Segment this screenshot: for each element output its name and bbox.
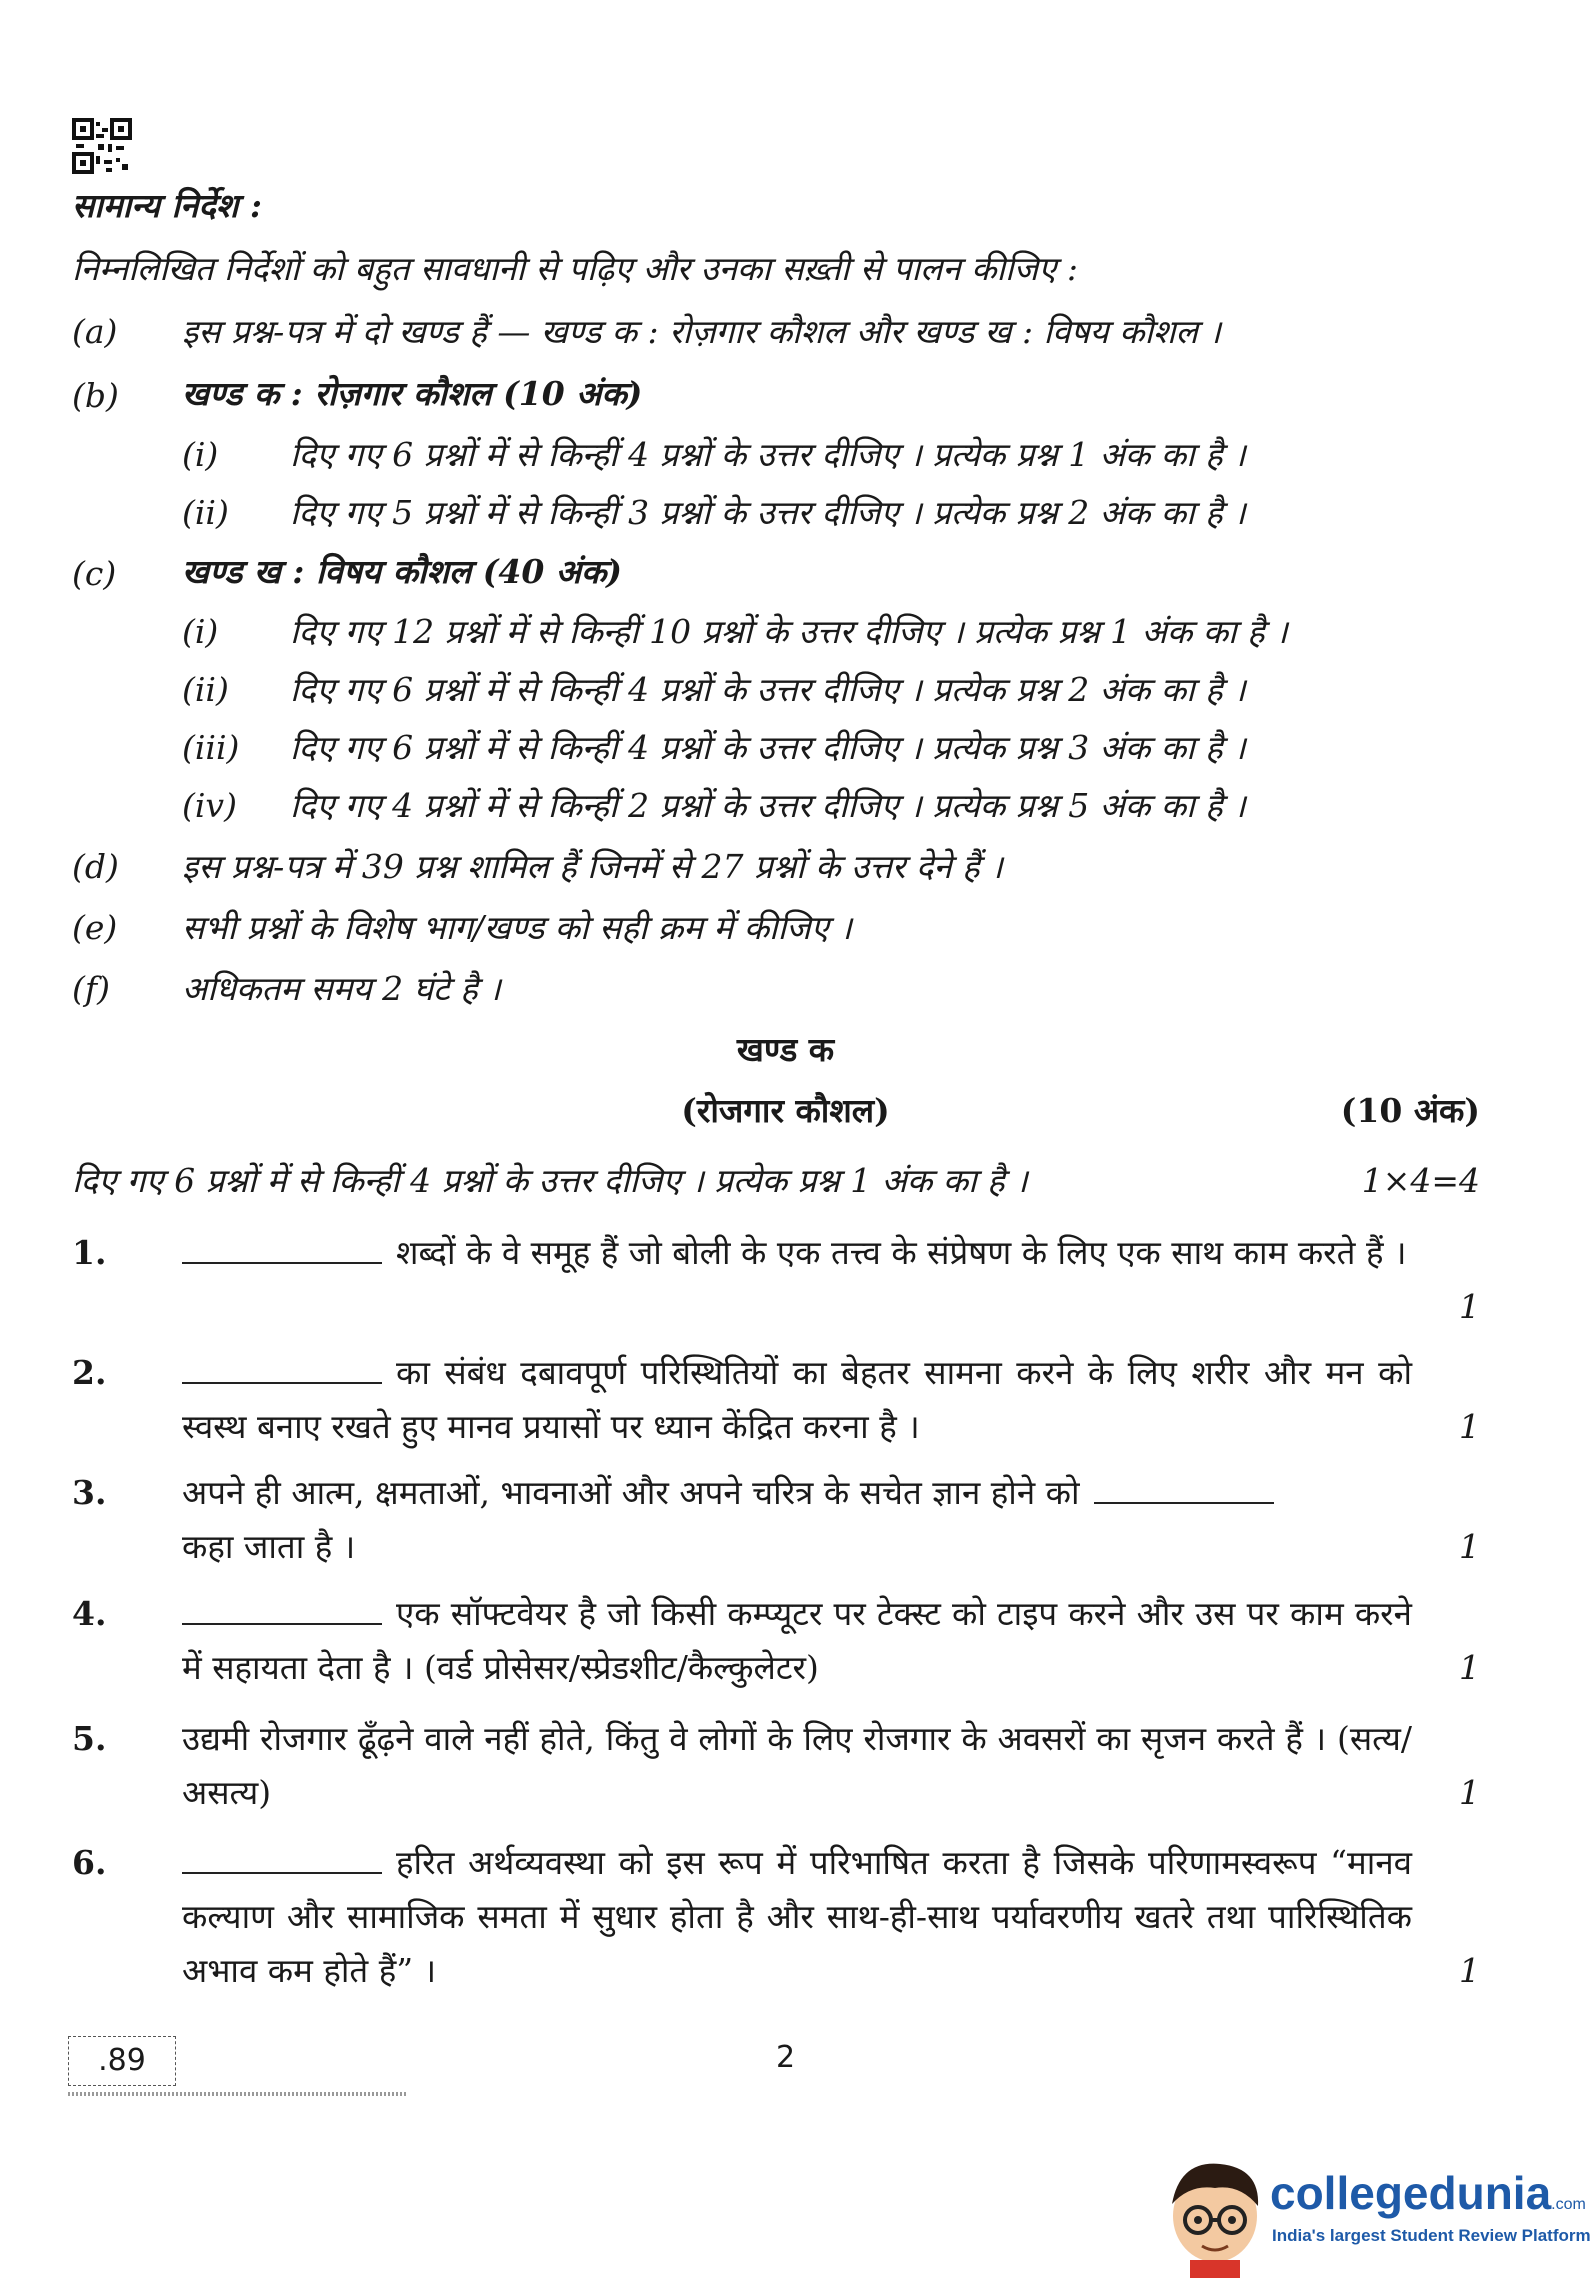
answer-blank xyxy=(182,1593,382,1625)
question-body: अपने ही आत्म, क्षमताओं, भावनाओं और अपने चरित्र के सचेत ज्ञान होने को xyxy=(182,1473,1080,1512)
answer-blank xyxy=(182,1232,382,1264)
instruction-label: (f) xyxy=(72,969,110,1008)
answer-blank xyxy=(1094,1472,1274,1504)
question-text xyxy=(182,1226,1412,1280)
brand-suffix: .com xyxy=(1551,2196,1586,2213)
question-mark: 1 xyxy=(1459,1773,1480,1812)
answer-blank xyxy=(182,1842,382,1874)
instruction-label: (ii) xyxy=(182,493,229,532)
question-mark: 1 xyxy=(1459,1407,1480,1446)
question-body: एक सॉफ्टवेयर है जो किसी कम्प्यूटर पर टेक्स्ट को टाइप करने और उस पर काम करने में सहायता देता है । (वर्ड प्रोसेसर/स्प्रेडशीट/कैल्कुलेटर) xyxy=(182,1594,1412,1687)
paper-code: .89 xyxy=(98,2043,146,2078)
question-number: 5. xyxy=(72,1719,107,1758)
instruction-label: (d) xyxy=(72,847,119,886)
instruction-text: सभी प्रश्नों के विशेष भाग/खण्ड को सही क्रम में कीजिए । xyxy=(182,908,852,947)
instruction-text: इस प्रश्न-पत्र में दो खण्ड हैं — खण्ड क : रोज़गार कौशल और खण्ड ख : विषय कौशल । xyxy=(182,312,1221,351)
brand-name: collegedunia xyxy=(1270,2167,1552,2219)
instruction-label: (c) xyxy=(72,554,117,593)
instruction-text: दिए गए 6 प्रश्नों में से किन्हीं 4 प्रश्नों के उत्तर दीजिए । प्रत्येक प्रश्न 3 अंक का है । xyxy=(290,728,1246,767)
instruction-label: (i) xyxy=(182,612,219,651)
instruction-text: दिए गए 6 प्रश्नों में से किन्हीं 4 प्रश्नों के उत्तर दीजिए । प्रत्येक प्रश्न 2 अंक का है । xyxy=(290,670,1246,709)
question-number: 3. xyxy=(72,1473,107,1512)
question-text xyxy=(182,1587,1412,1695)
question-mark: 1 xyxy=(1459,1951,1480,1990)
instruction-subheading: खण्ड ख : विषय कौशल (40 अंक) xyxy=(182,552,622,591)
instruction-label: (ii) xyxy=(182,670,229,709)
instruction-text: दिए गए 6 प्रश्नों में से किन्हीं 4 प्रश्नों के उत्तर दीजिए । प्रत्येक प्रश्न 1 अंक का है । xyxy=(290,435,1246,474)
question-body: शब्दों के वे समूह हैं जो बोली के एक तत्त्व के संप्रेषण के लिए एक साथ काम करते हैं । xyxy=(396,1233,1407,1272)
instruction-label: (b) xyxy=(72,376,119,415)
answer-blank xyxy=(182,1352,382,1384)
qr-code xyxy=(72,118,132,174)
instruction-text: दिए गए 4 प्रश्नों में से किन्हीं 2 प्रश्नों के उत्तर दीजिए । प्रत्येक प्रश्न 5 अंक का है । xyxy=(290,786,1246,825)
question-number: 1. xyxy=(72,1233,107,1272)
section-marks: (10 अंक) xyxy=(1340,1091,1480,1130)
instruction-text: दिए गए 12 प्रश्नों में से किन्हीं 10 प्रश्नों के उत्तर दीजिए । प्रत्येक प्रश्न 1 अंक का है । xyxy=(290,612,1288,651)
instruction-text: दिए गए 5 प्रश्नों में से किन्हीं 3 प्रश्नों के उत्तर दीजिए । प्रत्येक प्रश्न 2 अंक का है । xyxy=(290,493,1246,532)
instruction-text: अधिकतम समय 2 घंटे है । xyxy=(182,969,501,1008)
page-number: 2 xyxy=(775,2040,796,2075)
question-body: हरित अर्थव्यवस्था को इस रूप में परिभाषित करता है जिसके परिणामस्वरूप “मानव कल्याण और सामाजिक समता में सुधार होता है और साथ-ही-साथ पर्यावरणीय खतरे तथा पारिस्थितिक अभाव कम होते हैं” । xyxy=(182,1843,1412,1990)
question-text xyxy=(182,1836,1412,1998)
question-number: 4. xyxy=(72,1594,107,1633)
brand-logo xyxy=(1160,2148,1591,2278)
barcode-strip xyxy=(68,2092,408,2096)
marks-formula: 1×4=4 xyxy=(1361,1161,1480,1200)
brand-tagline: India's largest Student Review Platform xyxy=(1272,2226,1591,2245)
section-instruction: दिए गए 6 प्रश्नों में से किन्हीं 4 प्रश्नों के उत्तर दीजिए । प्रत्येक प्रश्न 1 अंक का है । xyxy=(72,1161,1028,1200)
question-mark: 1 xyxy=(1459,1287,1480,1326)
section-subtitle: (रोजगार कौशल) xyxy=(681,1091,890,1130)
question-body-continued: कहा जाता है । xyxy=(182,1527,356,1566)
instruction-label: (iv) xyxy=(182,786,237,825)
instruction-subheading: खण्ड क : रोज़गार कौशल (10 अंक) xyxy=(182,374,643,413)
instruction-label: (a) xyxy=(72,312,118,351)
question-number: 6. xyxy=(72,1843,107,1882)
question-text: उद्यमी रोजगार ढूँढ़ने वाले नहीं होते, किंतु वे लोगों के लिए रोजगार के अवसरों का सृजन करते हैं । (सत्य/असत्य) xyxy=(182,1719,1412,1812)
instructions-title: सामान्य निर्देश : xyxy=(72,186,262,225)
question-text xyxy=(182,1346,1412,1454)
instruction-label: (i) xyxy=(182,435,219,474)
instruction-label: (e) xyxy=(72,908,118,947)
section-title: खण्ड क xyxy=(736,1030,835,1069)
question-text xyxy=(182,1466,1412,1574)
instruction-label: (iii) xyxy=(182,728,240,767)
question-mark: 1 xyxy=(1459,1527,1480,1566)
question-number: 2. xyxy=(72,1353,107,1392)
instruction-text: इस प्रश्न-पत्र में 39 प्रश्न शामिल हैं जिनमें से 27 प्रश्नों के उत्तर देने हैं । xyxy=(182,847,1003,886)
instructions-intro: निम्नलिखित निर्देशों को बहुत सावधानी से पढ़िए और उनका सख़्ती से पालन कीजिए : xyxy=(72,249,1078,288)
student-mascot-icon xyxy=(1160,2154,1270,2278)
question-body: का संबंध दबावपूर्ण परिस्थितियों का बेहतर सामना करने के लिए शरीर और मन को स्वस्थ बनाए रखते हुए मानव प्रयासों पर ध्यान केंद्रित करना है । xyxy=(182,1353,1412,1446)
question-mark: 1 xyxy=(1459,1648,1480,1687)
